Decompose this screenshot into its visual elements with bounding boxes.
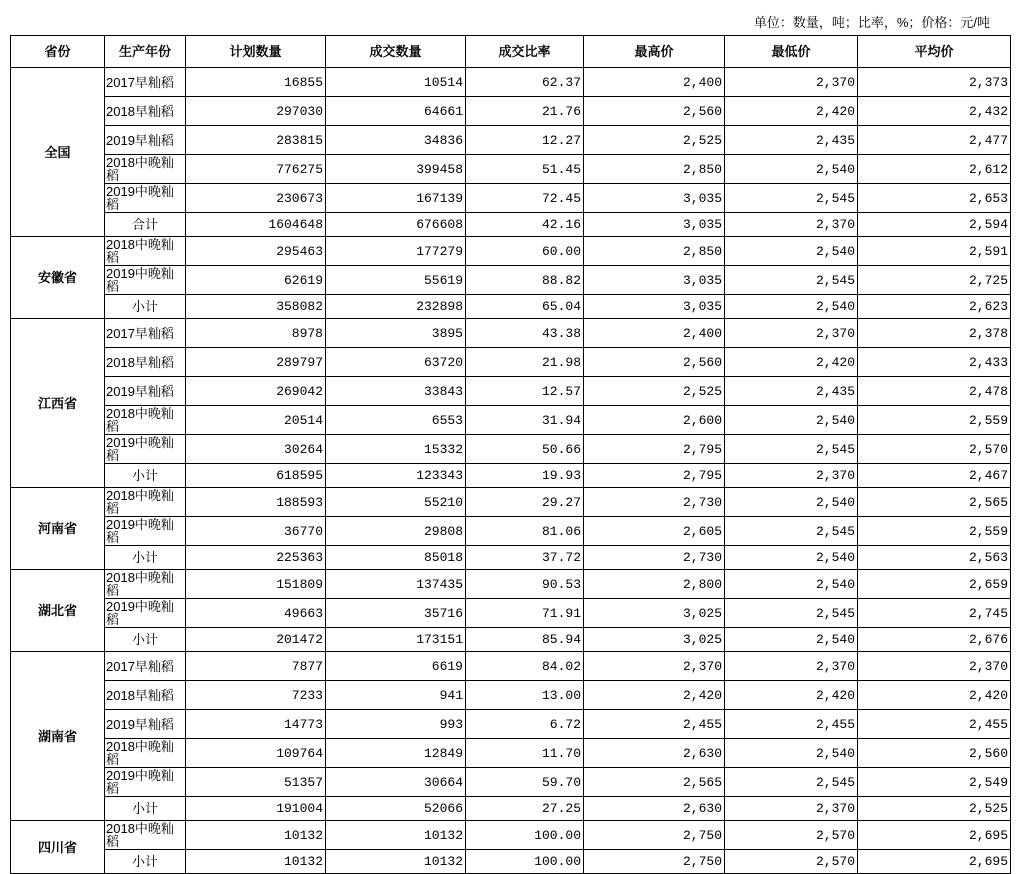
min-price-cell: 2,545 <box>725 599 858 628</box>
avg-price-cell: 2,570 <box>858 435 1011 464</box>
planned-qty-cell: 7877 <box>186 652 326 681</box>
year-cell: 合计 <box>105 213 186 237</box>
avg-price-cell: 2,695 <box>858 821 1011 850</box>
max-price-cell: 2,630 <box>584 739 725 768</box>
planned-qty-cell: 14773 <box>186 710 326 739</box>
avg-price-cell: 2,373 <box>858 68 1011 97</box>
col-year: 生产年份 <box>105 36 186 68</box>
planned-qty-cell: 618595 <box>186 464 326 488</box>
traded-qty-cell: 10132 <box>326 850 466 874</box>
max-price-cell: 2,560 <box>584 97 725 126</box>
min-price-cell: 2,370 <box>725 213 858 237</box>
min-price-cell: 2,540 <box>725 628 858 652</box>
traded-qty-cell: 15332 <box>326 435 466 464</box>
max-price-cell: 2,730 <box>584 488 725 517</box>
traded-qty-cell: 33843 <box>326 377 466 406</box>
max-price-cell: 2,455 <box>584 710 725 739</box>
traded-qty-cell: 123343 <box>326 464 466 488</box>
table-row <box>11 406 1011 435</box>
trade-ratio-cell: 100.00 <box>466 850 584 874</box>
trade-ratio-cell: 59.70 <box>466 768 584 797</box>
max-price-cell: 2,400 <box>584 68 725 97</box>
traded-qty-cell: 232898 <box>326 295 466 319</box>
year-cell: 2018中晚籼稻 <box>105 155 186 184</box>
table-row <box>11 768 1011 797</box>
min-price-cell: 2,420 <box>725 681 858 710</box>
avg-price-cell: 2,565 <box>858 488 1011 517</box>
table-row <box>11 266 1011 295</box>
avg-price-cell: 2,745 <box>858 599 1011 628</box>
traded-qty-cell: 29808 <box>326 517 466 546</box>
planned-qty-cell: 10132 <box>186 850 326 874</box>
avg-price-cell: 2,455 <box>858 710 1011 739</box>
max-price-cell: 3,025 <box>584 628 725 652</box>
min-price-cell: 2,435 <box>725 377 858 406</box>
planned-qty-cell: 191004 <box>186 797 326 821</box>
traded-qty-cell: 64661 <box>326 97 466 126</box>
avg-price-cell: 2,559 <box>858 517 1011 546</box>
year-cell: 2019中晚籼稻 <box>105 768 186 797</box>
header-row <box>11 36 1011 68</box>
table-row <box>11 319 1011 348</box>
max-price-cell: 3,025 <box>584 599 725 628</box>
province-cell: 江西省 <box>11 319 105 488</box>
trade-ratio-cell: 100.00 <box>466 821 584 850</box>
traded-qty-cell: 12849 <box>326 739 466 768</box>
max-price-cell: 3,035 <box>584 213 725 237</box>
avg-price-cell: 2,560 <box>858 739 1011 768</box>
year-cell: 小计 <box>105 464 186 488</box>
planned-qty-cell: 151809 <box>186 570 326 599</box>
min-price-cell: 2,370 <box>725 797 858 821</box>
planned-qty-cell: 20514 <box>186 406 326 435</box>
avg-price-cell: 2,623 <box>858 295 1011 319</box>
col-min-price: 最低价 <box>725 36 858 68</box>
trade-ratio-cell: 19.93 <box>466 464 584 488</box>
max-price-cell: 2,750 <box>584 821 725 850</box>
max-price-cell: 2,800 <box>584 570 725 599</box>
table-row <box>11 850 1011 874</box>
avg-price-cell: 2,653 <box>858 184 1011 213</box>
table-row <box>11 184 1011 213</box>
min-price-cell: 2,545 <box>725 517 858 546</box>
traded-qty-cell: 993 <box>326 710 466 739</box>
traded-qty-cell: 85018 <box>326 546 466 570</box>
year-cell: 2017早籼稻 <box>105 652 186 681</box>
max-price-cell: 2,525 <box>584 126 725 155</box>
planned-qty-cell: 49663 <box>186 599 326 628</box>
year-cell: 2019早籼稻 <box>105 710 186 739</box>
trade-ratio-cell: 90.53 <box>466 570 584 599</box>
min-price-cell: 2,435 <box>725 126 858 155</box>
unit-note: 单位：数量，吨；比率，%；价格：元/吨 <box>753 15 990 30</box>
year-cell: 小计 <box>105 546 186 570</box>
avg-price-cell: 2,676 <box>858 628 1011 652</box>
year-cell: 2018中晚籼稻 <box>105 237 186 266</box>
table-row <box>11 546 1011 570</box>
year-cell: 小计 <box>105 628 186 652</box>
col-trade-ratio: 成交比率 <box>466 36 584 68</box>
planned-qty-cell: 297030 <box>186 97 326 126</box>
traded-qty-cell: 55210 <box>326 488 466 517</box>
min-price-cell: 2,545 <box>725 266 858 295</box>
max-price-cell: 2,730 <box>584 546 725 570</box>
table-row <box>11 126 1011 155</box>
table-row <box>11 295 1011 319</box>
table-row <box>11 710 1011 739</box>
year-cell: 2018中晚籼稻 <box>105 488 186 517</box>
trade-ratio-cell: 13.00 <box>466 681 584 710</box>
year-cell: 2017早籼稻 <box>105 319 186 348</box>
min-price-cell: 2,540 <box>725 406 858 435</box>
table-body <box>11 68 1011 874</box>
traded-qty-cell: 167139 <box>326 184 466 213</box>
planned-qty-cell: 36770 <box>186 517 326 546</box>
traded-qty-cell: 137435 <box>326 570 466 599</box>
avg-price-cell: 2,725 <box>858 266 1011 295</box>
table-row <box>11 652 1011 681</box>
min-price-cell: 2,540 <box>725 155 858 184</box>
max-price-cell: 2,370 <box>584 652 725 681</box>
col-province: 省份 <box>11 36 105 68</box>
table-row <box>11 155 1011 184</box>
planned-qty-cell: 7233 <box>186 681 326 710</box>
min-price-cell: 2,540 <box>725 546 858 570</box>
min-price-cell: 2,540 <box>725 739 858 768</box>
planned-qty-cell: 188593 <box>186 488 326 517</box>
year-cell: 2019中晚籼稻 <box>105 266 186 295</box>
col-planned-qty: 计划数量 <box>186 36 326 68</box>
avg-price-cell: 2,563 <box>858 546 1011 570</box>
traded-qty-cell: 399458 <box>326 155 466 184</box>
table-row <box>11 237 1011 266</box>
year-cell: 2019中晚籼稻 <box>105 599 186 628</box>
max-price-cell: 2,400 <box>584 319 725 348</box>
planned-qty-cell: 1604648 <box>186 213 326 237</box>
year-cell: 2019早籼稻 <box>105 126 186 155</box>
province-cell: 四川省 <box>11 821 105 874</box>
year-cell: 2019早籼稻 <box>105 377 186 406</box>
rice-auction-table <box>10 35 1011 874</box>
trade-ratio-cell: 31.94 <box>466 406 584 435</box>
trade-ratio-cell: 37.72 <box>466 546 584 570</box>
trade-ratio-cell: 6.72 <box>466 710 584 739</box>
avg-price-cell: 2,478 <box>858 377 1011 406</box>
planned-qty-cell: 225363 <box>186 546 326 570</box>
trade-ratio-cell: 21.76 <box>466 97 584 126</box>
avg-price-cell: 2,559 <box>858 406 1011 435</box>
planned-qty-cell: 283815 <box>186 126 326 155</box>
avg-price-cell: 2,432 <box>858 97 1011 126</box>
province-cell: 湖南省 <box>11 652 105 821</box>
table-row <box>11 599 1011 628</box>
traded-qty-cell: 3895 <box>326 319 466 348</box>
min-price-cell: 2,545 <box>725 184 858 213</box>
year-cell: 2018早籼稻 <box>105 97 186 126</box>
planned-qty-cell: 776275 <box>186 155 326 184</box>
max-price-cell: 2,795 <box>584 435 725 464</box>
max-price-cell: 2,605 <box>584 517 725 546</box>
trade-ratio-cell: 84.02 <box>466 652 584 681</box>
max-price-cell: 2,560 <box>584 348 725 377</box>
year-cell: 小计 <box>105 797 186 821</box>
planned-qty-cell: 289797 <box>186 348 326 377</box>
traded-qty-cell: 177279 <box>326 237 466 266</box>
max-price-cell: 2,525 <box>584 377 725 406</box>
trade-ratio-cell: 21.98 <box>466 348 584 377</box>
year-cell: 2018中晚籼稻 <box>105 821 186 850</box>
avg-price-cell: 2,477 <box>858 126 1011 155</box>
avg-price-cell: 2,467 <box>858 464 1011 488</box>
year-cell: 2018中晚籼稻 <box>105 406 186 435</box>
trade-ratio-cell: 43.38 <box>466 319 584 348</box>
min-price-cell: 2,420 <box>725 348 858 377</box>
max-price-cell: 2,750 <box>584 850 725 874</box>
table-row <box>11 517 1011 546</box>
province-cell: 河南省 <box>11 488 105 570</box>
table-row <box>11 377 1011 406</box>
min-price-cell: 2,570 <box>725 821 858 850</box>
trade-ratio-cell: 12.27 <box>466 126 584 155</box>
planned-qty-cell: 295463 <box>186 237 326 266</box>
table-row <box>11 348 1011 377</box>
planned-qty-cell: 201472 <box>186 628 326 652</box>
min-price-cell: 2,545 <box>725 768 858 797</box>
avg-price-cell: 2,420 <box>858 681 1011 710</box>
trade-ratio-cell: 85.94 <box>466 628 584 652</box>
trade-ratio-cell: 42.16 <box>466 213 584 237</box>
year-cell: 2018中晚籼稻 <box>105 570 186 599</box>
max-price-cell: 3,035 <box>584 184 725 213</box>
avg-price-cell: 2,433 <box>858 348 1011 377</box>
year-cell: 2018早籼稻 <box>105 348 186 377</box>
min-price-cell: 2,370 <box>725 652 858 681</box>
trade-ratio-cell: 88.82 <box>466 266 584 295</box>
planned-qty-cell: 269042 <box>186 377 326 406</box>
max-price-cell: 2,850 <box>584 237 725 266</box>
trade-ratio-cell: 11.70 <box>466 739 584 768</box>
min-price-cell: 2,540 <box>725 237 858 266</box>
avg-price-cell: 2,591 <box>858 237 1011 266</box>
table-row <box>11 681 1011 710</box>
trade-ratio-cell: 81.06 <box>466 517 584 546</box>
trade-ratio-cell: 27.25 <box>466 797 584 821</box>
trade-ratio-cell: 51.45 <box>466 155 584 184</box>
avg-price-cell: 2,659 <box>858 570 1011 599</box>
traded-qty-cell: 10132 <box>326 821 466 850</box>
table-row <box>11 213 1011 237</box>
min-price-cell: 2,370 <box>725 464 858 488</box>
table-row <box>11 68 1011 97</box>
year-cell: 2019中晚籼稻 <box>105 517 186 546</box>
table-row <box>11 435 1011 464</box>
min-price-cell: 2,545 <box>725 435 858 464</box>
trade-ratio-cell: 62.37 <box>466 68 584 97</box>
table-row <box>11 821 1011 850</box>
min-price-cell: 2,370 <box>725 68 858 97</box>
traded-qty-cell: 63720 <box>326 348 466 377</box>
trade-ratio-cell: 72.45 <box>466 184 584 213</box>
traded-qty-cell: 10514 <box>326 68 466 97</box>
trade-ratio-cell: 60.00 <box>466 237 584 266</box>
max-price-cell: 2,420 <box>584 681 725 710</box>
min-price-cell: 2,540 <box>725 295 858 319</box>
table-row <box>11 628 1011 652</box>
planned-qty-cell: 16855 <box>186 68 326 97</box>
planned-qty-cell: 62619 <box>186 266 326 295</box>
planned-qty-cell: 109764 <box>186 739 326 768</box>
traded-qty-cell: 34836 <box>326 126 466 155</box>
table-row <box>11 464 1011 488</box>
avg-price-cell: 2,695 <box>858 850 1011 874</box>
table-row <box>11 488 1011 517</box>
planned-qty-cell: 51357 <box>186 768 326 797</box>
avg-price-cell: 2,594 <box>858 213 1011 237</box>
max-price-cell: 2,565 <box>584 768 725 797</box>
max-price-cell: 2,600 <box>584 406 725 435</box>
max-price-cell: 3,035 <box>584 295 725 319</box>
traded-qty-cell: 35716 <box>326 599 466 628</box>
traded-qty-cell: 941 <box>326 681 466 710</box>
year-cell: 2018中晚籼稻 <box>105 739 186 768</box>
max-price-cell: 2,850 <box>584 155 725 184</box>
min-price-cell: 2,570 <box>725 850 858 874</box>
year-cell: 2017早籼稻 <box>105 68 186 97</box>
year-cell: 2018早籼稻 <box>105 681 186 710</box>
col-avg-price: 平均价 <box>858 36 1011 68</box>
province-cell: 安徽省 <box>11 237 105 319</box>
traded-qty-cell: 676608 <box>326 213 466 237</box>
planned-qty-cell: 30264 <box>186 435 326 464</box>
table-row <box>11 797 1011 821</box>
trade-ratio-cell: 29.27 <box>466 488 584 517</box>
traded-qty-cell: 52066 <box>326 797 466 821</box>
avg-price-cell: 2,525 <box>858 797 1011 821</box>
min-price-cell: 2,420 <box>725 97 858 126</box>
min-price-cell: 2,455 <box>725 710 858 739</box>
planned-qty-cell: 230673 <box>186 184 326 213</box>
trade-ratio-cell: 65.04 <box>466 295 584 319</box>
year-cell: 2019中晚籼稻 <box>105 184 186 213</box>
planned-qty-cell: 358082 <box>186 295 326 319</box>
table-row <box>11 739 1011 768</box>
planned-qty-cell: 8978 <box>186 319 326 348</box>
table-row <box>11 570 1011 599</box>
traded-qty-cell: 30664 <box>326 768 466 797</box>
col-max-price: 最高价 <box>584 36 725 68</box>
traded-qty-cell: 6553 <box>326 406 466 435</box>
min-price-cell: 2,540 <box>725 570 858 599</box>
min-price-cell: 2,370 <box>725 319 858 348</box>
year-cell: 小计 <box>105 850 186 874</box>
col-traded-qty: 成交数量 <box>326 36 466 68</box>
avg-price-cell: 2,612 <box>858 155 1011 184</box>
max-price-cell: 3,035 <box>584 266 725 295</box>
province-cell: 湖北省 <box>11 570 105 652</box>
table-row <box>11 97 1011 126</box>
avg-price-cell: 2,549 <box>858 768 1011 797</box>
traded-qty-cell: 55619 <box>326 266 466 295</box>
trade-ratio-cell: 50.66 <box>466 435 584 464</box>
max-price-cell: 2,795 <box>584 464 725 488</box>
traded-qty-cell: 173151 <box>326 628 466 652</box>
avg-price-cell: 2,378 <box>858 319 1011 348</box>
trade-ratio-cell: 12.57 <box>466 377 584 406</box>
year-cell: 小计 <box>105 295 186 319</box>
max-price-cell: 2,630 <box>584 797 725 821</box>
trade-ratio-cell: 71.91 <box>466 599 584 628</box>
avg-price-cell: 2,370 <box>858 652 1011 681</box>
province-cell: 全国 <box>11 68 105 237</box>
min-price-cell: 2,540 <box>725 488 858 517</box>
year-cell: 2019中晚籼稻 <box>105 435 186 464</box>
traded-qty-cell: 6619 <box>326 652 466 681</box>
planned-qty-cell: 10132 <box>186 821 326 850</box>
